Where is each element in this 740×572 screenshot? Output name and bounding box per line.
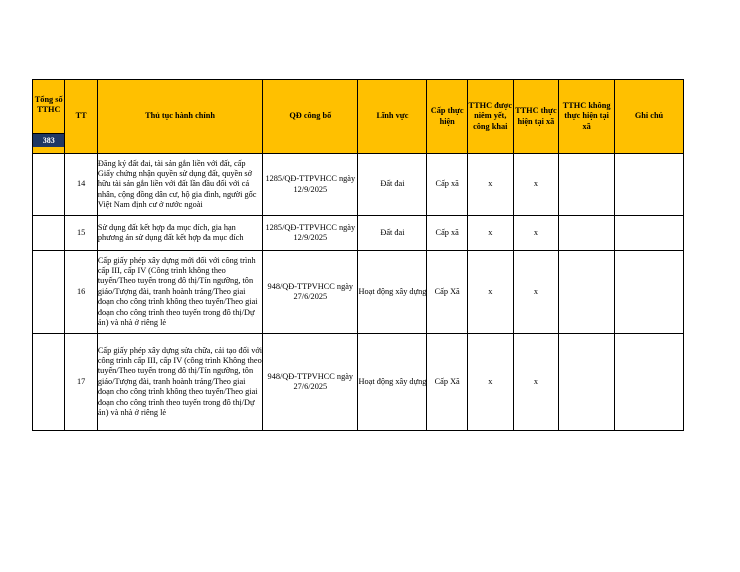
cell-note	[614, 216, 683, 251]
cell-decision: 948/QĐ-TTPVHCC ngày 27/6/2025	[263, 251, 358, 334]
cell-at-commune: x	[513, 334, 559, 431]
header-at-commune: TTHC thực hiện tại xã	[513, 80, 559, 154]
header-not-at-commune: TTHC không thực hiện tại xã	[559, 80, 615, 154]
cell-field: Hoạt động xây dựng	[358, 251, 427, 334]
header-posted: TTHC được niêm yết, công khai	[467, 80, 513, 154]
cell-posted: x	[467, 251, 513, 334]
cell-at-commune: x	[513, 154, 559, 216]
header-field: Lĩnh vực	[358, 80, 427, 154]
cell-field: Đất đai	[358, 154, 427, 216]
cell-note	[614, 251, 683, 334]
header-tt: TT	[65, 80, 97, 154]
header-decision: QĐ công bố	[263, 80, 358, 154]
cell-note	[614, 334, 683, 431]
cell-not-at-commune	[559, 216, 615, 251]
table-row	[33, 251, 684, 334]
header-note: Ghi chú	[614, 80, 683, 154]
cell-not-at-commune	[559, 251, 615, 334]
cell-total	[33, 154, 65, 216]
total-count-badge: 383	[33, 133, 64, 147]
cell-not-at-commune	[559, 154, 615, 216]
cell-field: Đất đai	[358, 216, 427, 251]
cell-procedure: Cấp giấy phép xây dựng mới đối với công trình cấp III, cấp IV (Công trình không theo tuyến/Theo tuyến trong đô thị/Tín ngưỡng, tôn giáo/Tượng đài, tranh hoành tráng/Theo giai đoạn cho công trình không theo tuyến/Theo giai đoạn cho công trình theo tuyến trong đô thị/Dự án) và nhà ở riêng lẻ	[97, 251, 262, 334]
cell-decision: 948/QĐ-TTPVHCC ngày 27/6/2025	[263, 334, 358, 431]
total-label: Tổng số TTHC	[34, 95, 63, 115]
header-total	[33, 80, 65, 154]
cell-note	[614, 154, 683, 216]
cell-level: Cấp Xã	[427, 334, 468, 431]
header-level: Cấp thực hiện	[427, 80, 468, 154]
cell-decision: 1285/QĐ-TTPVHCC ngày 12/9/2025	[263, 154, 358, 216]
cell-decision: 1285/QĐ-TTPVHCC ngày 12/9/2025	[263, 216, 358, 251]
cell-level: Cấp Xã	[427, 251, 468, 334]
cell-total	[33, 334, 65, 431]
procedures-table	[32, 79, 684, 431]
cell-posted: x	[467, 154, 513, 216]
cell-procedure: Đăng ký đất đai, tài sản gắn liền với đất, cấp Giấy chứng nhận quyền sử dụng đất, quyền sở hữu tài sản gắn liền với đất lần đầu đối với cá nhân, cộng đồng dân cư, hộ gia đình, người gốc Việt Nam định cư ở nước ngoài	[97, 154, 262, 216]
cell-tt: 17	[65, 334, 97, 431]
cell-tt: 14	[65, 154, 97, 216]
header-row	[33, 80, 684, 154]
cell-tt: 16	[65, 251, 97, 334]
header-procedure: Thủ tục hành chính	[97, 80, 262, 154]
cell-procedure: Cấp giấy phép xây dựng sửa chữa, cải tạo đối với công trình cấp III, cấp IV (công trình Không theo tuyến/Theo tuyến trong đô thị/Tín ngưỡng, tôn giáo/Tượng đài, tranh hoành tráng/Theo giai đoạn cho công trình không theo tuyến/Theo giai đoạn cho công trình theo tuyến trong đô thị/Dự án) và nhà ở riêng lẻ	[97, 334, 262, 431]
cell-level: Cấp xã	[427, 154, 468, 216]
cell-not-at-commune	[559, 334, 615, 431]
cell-procedure: Sử dụng đất kết hợp đa mục đích, gia hạn phương án sử dụng đất kết hợp đa mục đích	[97, 216, 262, 251]
cell-total	[33, 251, 65, 334]
cell-at-commune: x	[513, 251, 559, 334]
cell-at-commune: x	[513, 216, 559, 251]
cell-level: Cấp xã	[427, 216, 468, 251]
cell-field: Hoạt động xây dựng	[358, 334, 427, 431]
cell-total	[33, 216, 65, 251]
table-row	[33, 334, 684, 431]
table-row	[33, 154, 684, 216]
cell-tt: 15	[65, 216, 97, 251]
cell-posted: x	[467, 334, 513, 431]
cell-posted: x	[467, 216, 513, 251]
table-row	[33, 216, 684, 251]
